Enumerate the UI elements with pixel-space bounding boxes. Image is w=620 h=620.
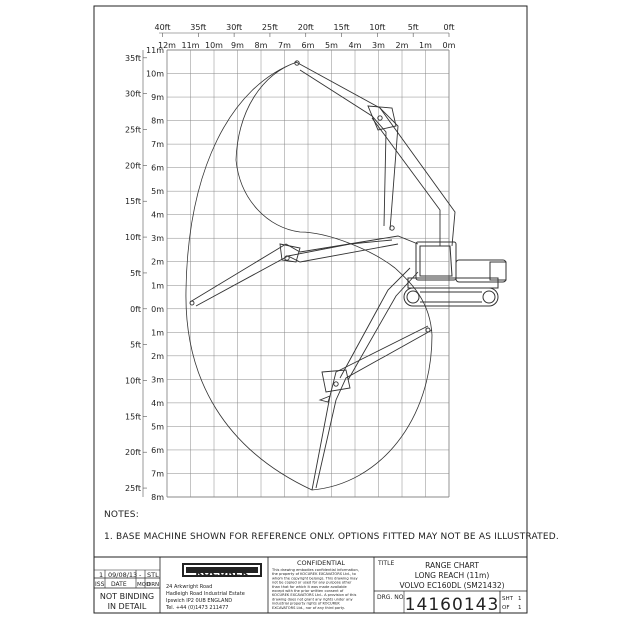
title-line-3: VOLVO EC160DL (SM21432)	[399, 581, 505, 590]
confidential-line: than that for which it was made available	[272, 584, 347, 589]
counterweight	[490, 262, 506, 280]
left-metre-label: 2m	[151, 257, 164, 267]
left-metre-label: 8m	[151, 116, 164, 126]
rev-by: STL	[147, 571, 159, 579]
rev-mod: -	[139, 571, 142, 579]
boom-position-horizontal	[190, 236, 418, 306]
rev-mod-label: MOD	[137, 582, 151, 588]
boom-position-lower	[312, 268, 432, 490]
confidential-line: KOCUREK EXCAVATORS Ltd.. A provision of this	[272, 593, 357, 598]
of-number: 1	[518, 605, 522, 611]
left-feet-label: 15ft	[125, 197, 141, 207]
left-metre-label: 7m	[151, 140, 164, 150]
logo-text: KOCUREK	[195, 568, 249, 579]
left-metre-label: 4m	[151, 210, 164, 220]
top-metre-scale	[158, 41, 456, 50]
kocurek-logo	[182, 563, 262, 579]
left-feet-label: 10ft	[125, 233, 141, 243]
top-metre-label: 9m	[231, 41, 244, 50]
top-feet-label: 10ft	[369, 23, 386, 32]
rev-date: 09/08/13	[108, 571, 138, 579]
left-feet-label: 25ft	[125, 484, 141, 494]
not-binding: NOT BINDING	[99, 592, 155, 601]
top-metre-label: 5m	[325, 41, 338, 50]
drawing-number: 14160143	[404, 595, 500, 615]
notes-heading: NOTES:	[104, 510, 139, 520]
top-metre-label: 12m	[158, 41, 176, 50]
top-metre-label: 0m	[442, 41, 456, 50]
confidential-line: industrial property rights of KOCUREK	[272, 601, 340, 606]
top-feet-label: 40ft	[154, 23, 171, 32]
drg-label: DRG. NO.	[377, 594, 406, 601]
top-feet-label: 25ft	[261, 23, 278, 32]
top-feet-label: 0ft	[443, 23, 455, 32]
left-feet-label: 25ft	[125, 125, 141, 135]
top-metre-label: 1m	[419, 41, 432, 50]
confidential-line: This drawing embodies confidential information,	[272, 568, 359, 572]
address-line-4: Tel. +44 (0)1473 211477	[166, 605, 229, 611]
left-metre-label: 1m	[151, 328, 164, 338]
title-line-2: LONG REACH (11m)	[414, 571, 490, 580]
rev-iss-label: ISS	[95, 581, 105, 588]
confidential-line: except with the prior written consent of	[272, 589, 344, 593]
notes-line-1: 1. BASE MACHINE SHOWN FOR REFERENCE ONLY. OPTIONS FITTED MAY NOT BE AS ILLUSTRATED.	[104, 532, 559, 542]
left-feet-label: 5ft	[130, 268, 141, 278]
left-feet-label: 10ft	[125, 376, 141, 386]
address-line-2: Hadleigh Road Industrial Estate	[166, 591, 245, 597]
top-metre-label: 6m	[301, 41, 315, 50]
left-metre-label: 6m	[151, 163, 164, 173]
of-label: OF	[502, 605, 510, 611]
left-metre-label: 0m	[151, 304, 164, 314]
top-feet-label: 30ft	[226, 23, 243, 32]
confidential-heading: CONFIDENTIAL	[296, 559, 346, 567]
boom-position-upper	[295, 61, 455, 246]
left-metre-label: 6m	[151, 445, 164, 455]
left-metre-label: 9m	[151, 93, 164, 103]
left-feet-label: 5ft	[130, 340, 141, 350]
left-metre-scale	[146, 46, 164, 502]
top-metre-label: 4m	[348, 41, 362, 50]
address-line-3: Ipswich IP2 0UB ENGLAND	[166, 598, 233, 604]
top-metre-label: 8m	[254, 41, 268, 50]
left-feet-label: 35ft	[125, 53, 141, 63]
in-detail: IN DETAIL	[107, 602, 147, 611]
sheet-label: SHT	[502, 596, 513, 602]
top-metre-label: 10m	[205, 41, 223, 50]
left-metre-label: 4m	[151, 398, 164, 408]
left-feet-label: 0ft	[130, 304, 141, 314]
left-feet-label: 20ft	[125, 448, 141, 458]
left-metre-label: 10m	[146, 69, 164, 79]
top-feet-label: 5ft	[407, 23, 419, 32]
left-metre-label: 5m	[151, 187, 164, 197]
left-metre-label: 3m	[151, 234, 164, 244]
left-metre-label: 3m	[151, 375, 164, 385]
left-metre-label: 11m	[146, 46, 164, 55]
confidential-text	[271, 568, 359, 610]
top-metre-label: 3m	[372, 41, 385, 50]
confidential-line: the property of KOCUREK EXCAVATORS Ltd., to	[272, 572, 356, 577]
top-feet-label: 20ft	[297, 23, 314, 32]
left-metre-label: 2m	[151, 351, 164, 361]
rev-iss: 1	[99, 571, 104, 579]
top-metre-label: 2m	[395, 41, 409, 50]
crawler-track	[404, 288, 498, 306]
address-line-1: 24 Arkwright Road	[166, 584, 213, 590]
left-metre-label: 5m	[151, 422, 164, 432]
range-grid	[167, 50, 449, 497]
confidential-line: not be copied or used for any purpose other	[272, 580, 352, 585]
sheet-number: 1	[518, 596, 522, 602]
left-feet-label: 30ft	[125, 89, 141, 99]
confidential-line: whom the copyright belongs. This drawing may	[272, 576, 358, 581]
top-metre-label: 7m	[278, 41, 291, 50]
left-feet-label: 15ft	[125, 412, 141, 422]
top-feet-label: 15ft	[333, 23, 350, 32]
left-metre-label: 8m	[151, 493, 164, 502]
top-metre-label: 11m	[181, 41, 200, 50]
rev-date-label: DATE	[111, 581, 127, 588]
title-label: TITLE	[378, 560, 395, 567]
left-metre-label: 1m	[151, 281, 164, 291]
rev-by-label: DRN	[147, 582, 160, 588]
left-metre-label: 7m	[151, 469, 164, 479]
top-feet-label: 35ft	[190, 23, 207, 32]
base-machine	[404, 242, 506, 306]
confidential-line: EXCAVATORS Ltd., nor of any third party.	[272, 605, 345, 610]
title-line-1: RANGE CHART	[425, 561, 479, 570]
left-feet-label: 20ft	[125, 161, 141, 171]
confidential-line: drawing does not grant any rights under any	[272, 597, 353, 602]
top-feet-scale	[154, 23, 454, 37]
left-feet-scale	[125, 50, 147, 497]
